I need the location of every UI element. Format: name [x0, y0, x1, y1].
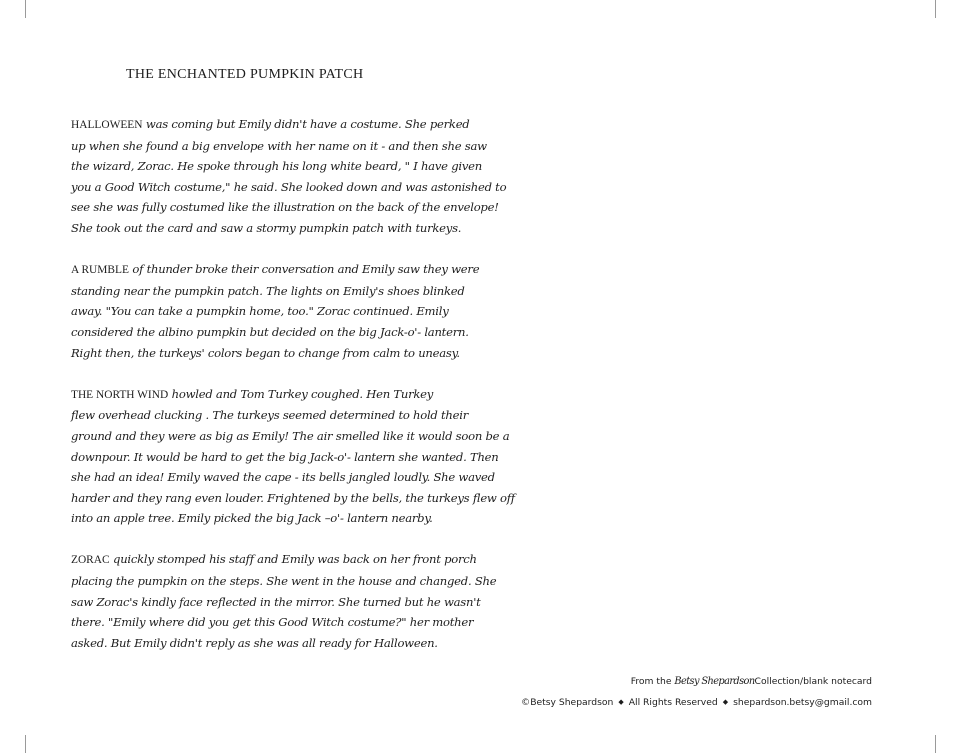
card-footer [521, 672, 872, 713]
paragraph-text: howled and Tom Turkey coughed. Hen Turkey [168, 386, 434, 401]
paragraph-line [71, 259, 480, 281]
paragraph-line: away. "You can take a pumpkin home, too." Zorac continued. Emily [71, 304, 449, 319]
story-paragraph-1 [71, 114, 507, 239]
paragraph-line: flew overhead clucking . The turkeys seemed determined to hold their [71, 408, 469, 423]
paragraph-line: Right then, the turkeys' colors began to change from calm to uneasy. [71, 345, 460, 360]
diamond-separator-icon: ◆ [618, 698, 624, 706]
paragraph-line: up when she found a big envelope with her name on it - and then she saw [71, 138, 487, 153]
email-text: shepardson.betsy@gmail.com [733, 697, 872, 708]
paragraph-line [71, 384, 451, 406]
paragraph-line [71, 114, 470, 136]
story-body [71, 114, 515, 674]
paragraph-line: the wizard, Zorac. He spoke through his long white beard, " I have given [71, 159, 482, 174]
paragraph-lead: ZORAC [71, 554, 110, 567]
collection-line [521, 672, 872, 692]
paragraph-line: see she was fully costumed like the illustration on the back of the envelope! [71, 200, 499, 215]
page-title: THE ENCHANTED PUMPKIN PATCH [126, 67, 364, 82]
paragraph-text: quickly stomped his staff and Emily was back on her front porch [109, 552, 477, 567]
paragraph-line: harder and they rang even louder. Frightened by the bells, the turkeys flew off [71, 490, 515, 505]
copyright-text: ©Betsy Shepardson [521, 697, 614, 708]
paragraph-line: standing near the pumpkin patch. The lights on Emily's shoes blinked [71, 283, 465, 298]
paragraph-line: you a Good Witch costume," he said. She looked down and was astonished to [71, 179, 507, 194]
paragraph-text: of thunder broke their conversation and Emily saw they were [128, 262, 480, 277]
paragraph-text: was coming but Emily didn't have a costume. She perked [142, 117, 470, 131]
diamond-separator-icon: ◆ [722, 698, 729, 706]
crop-mark-bottom-left [25, 735, 26, 753]
paragraph-lead: A RUMBLE [71, 264, 129, 277]
paragraph-line: into an apple tree. Emily picked the big Jack –o'- lantern nearby. [71, 511, 433, 526]
paragraph-line: considered the albino pumpkin but decided on the big Jack-o'- lantern. [71, 324, 469, 339]
story-paragraph-2 [71, 259, 480, 363]
paragraph-lead: HALLOWEEN [71, 119, 143, 131]
paragraph-line: saw Zorac's kindly face reflected in the mirror. She turned but he wasn't [71, 594, 481, 609]
paragraph-line: downpour. It would be hard to get the big Jack-o'- lantern she wanted. Then [71, 449, 499, 464]
rights-text: All Rights Reserved [628, 697, 718, 708]
from-text: From the [630, 676, 672, 687]
paragraph-line: She took out the card and saw a stormy pumpkin patch with turkeys. [71, 220, 462, 235]
collection-text: Collection/blank notecard [754, 676, 872, 687]
crop-mark-top-left [25, 0, 26, 18]
crop-mark-bottom-right [935, 735, 936, 753]
brand-signature: Betsy Shepardson [674, 676, 755, 687]
paragraph-line [71, 549, 477, 571]
story-paragraph-4 [71, 549, 497, 653]
paragraph-line: she had an idea! Emily waved the cape - its bells jangled loudly. She waved [71, 470, 495, 485]
paragraph-line: placing the pumpkin on the steps. She went in the house and changed. She [71, 574, 497, 589]
credits-line [521, 692, 872, 713]
story-paragraph-3 [71, 384, 515, 529]
paragraph-line: there. "Emily where did you get this Good Witch costume?" her mother [71, 615, 474, 630]
paragraph-lead: THE NORTH WIND [71, 388, 169, 401]
paragraph-line: asked. But Emily didn't reply as she was all ready for Halloween. [71, 635, 438, 650]
crop-mark-top-right [935, 0, 936, 18]
paragraph-line: ground and they were as big as Emily! The air smelled like it would soon be a [71, 428, 510, 443]
